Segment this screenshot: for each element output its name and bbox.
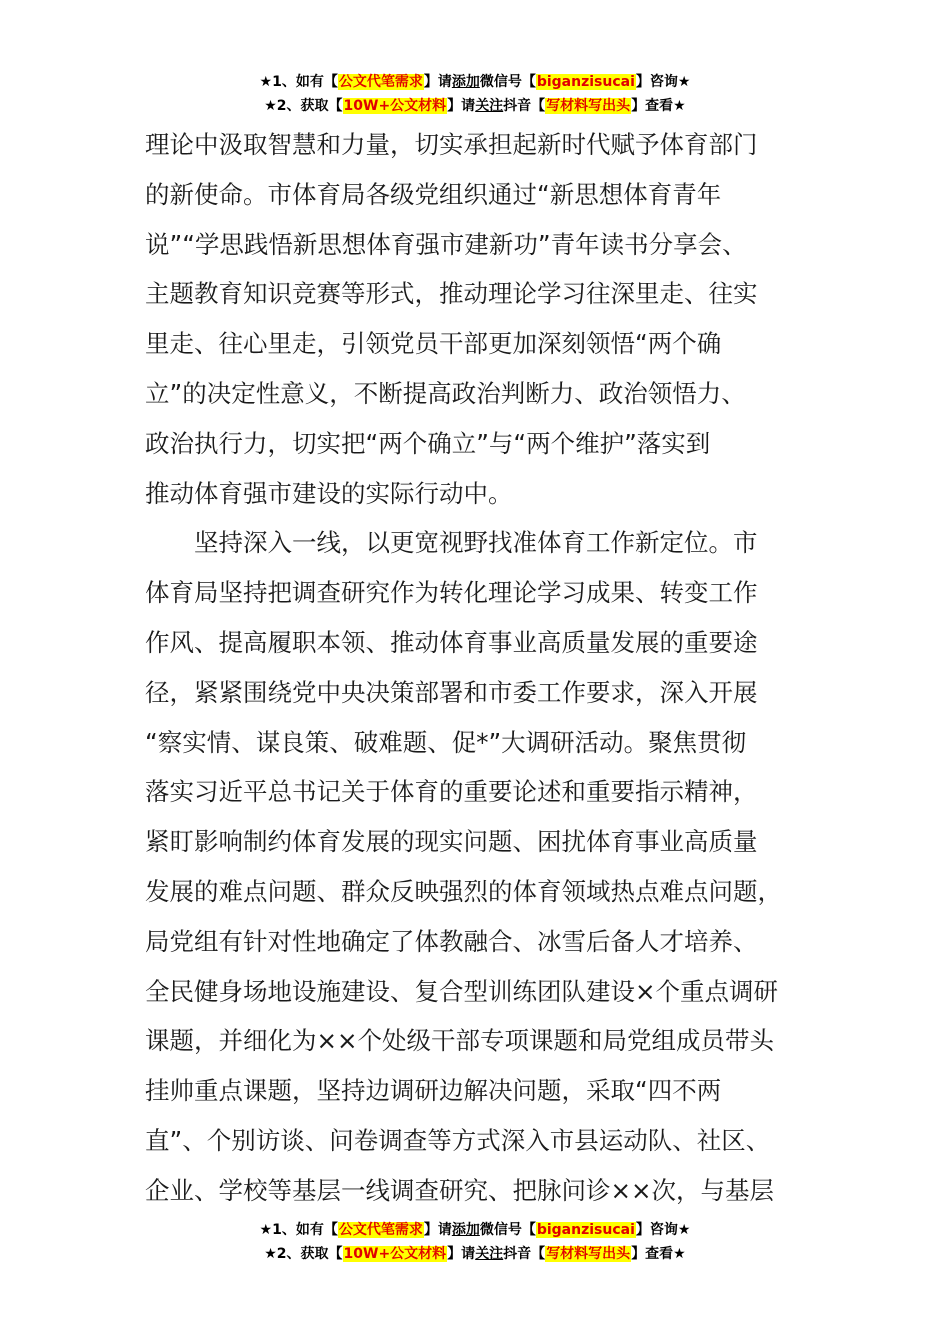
banner-highlight: 写材料写出头 xyxy=(546,98,631,114)
banner-text: ★2、获取【 xyxy=(264,98,343,114)
banner-line-1 xyxy=(0,1218,950,1242)
banner-underline: 关注 xyxy=(475,98,504,114)
body-line: 挂帅重点课题，坚持边调研边解决问题，采取“四不两 xyxy=(145,1076,722,1106)
banner-text: 微信号【 xyxy=(479,74,536,90)
body-line: 落实习近平总书记关于体育的重要论述和重要指示精神， xyxy=(145,777,758,807)
banner-text: 微信号【 xyxy=(479,1222,536,1238)
body-line: 主题教育知识竞赛等形式，推动理论学习往深里走、往实 xyxy=(145,279,758,309)
banner-text: 抖音【 xyxy=(503,98,546,114)
body-line: 企业、学校等基层一线调查研究、把脉问诊××次，与基层 xyxy=(145,1175,775,1205)
body-line: 政治执行力，切实把“两个确立”与“两个维护”落实到 xyxy=(145,428,711,458)
body-line: 里走、往心里走，引领党员干部更加深刻领悟“两个确 xyxy=(145,329,722,359)
banner-text: 】请 xyxy=(447,98,476,114)
banner-underline: 添加 xyxy=(451,74,480,90)
banner-highlight: 10W+公文材料 xyxy=(343,1246,447,1262)
banner-highlight: 公文代笔需求 xyxy=(338,74,423,90)
banner-text: ★2、获取【 xyxy=(264,1246,343,1262)
banner-text: 】请 xyxy=(447,1246,476,1262)
banner-text: 】咨询★ xyxy=(635,74,691,90)
body-line: “察实情、谋良策、破难题、促*”大调研活动。聚焦贯彻 xyxy=(145,727,747,757)
banner-highlight: 10W+公文材料 xyxy=(343,98,447,114)
banner-text: 】查看★ xyxy=(631,1246,686,1262)
body-line: 径，紧紧围绕党中央决策部署和市委工作要求，深入开展 xyxy=(145,677,758,707)
body-line: 课题，并细化为××个处级干部专项课题和局党组成员带头 xyxy=(145,1026,775,1056)
banner-text: 抖音【 xyxy=(503,1246,546,1262)
footer-banner xyxy=(0,1218,950,1266)
banner-line-1 xyxy=(0,70,950,94)
body-line: 紧盯影响制约体育发展的现实问题、困扰体育事业高质量 xyxy=(145,827,758,857)
body-line: 立”的决定性意义，不断提高政治判断力、政治领悟力、 xyxy=(145,378,746,408)
banner-text: 】咨询★ xyxy=(635,1222,691,1238)
body-line: 理论中汲取智慧和力量，切实承担起新时代赋予体育部门 xyxy=(145,130,758,159)
banner-underline: 添加 xyxy=(451,1222,480,1238)
body-line: 发展的难点问题、群众反映强烈的体育领域热点难点问题， xyxy=(145,876,782,906)
banner-text: 】请 xyxy=(423,74,452,90)
banner-underline: 关注 xyxy=(475,1246,504,1262)
banner-text: ★1、如有【 xyxy=(259,74,338,90)
body-line: 局党组有针对性地确定了体教融合、冰雪后备人才培养、 xyxy=(145,926,758,956)
document-body xyxy=(145,120,807,1216)
banner-text: ★1、如有【 xyxy=(259,1222,338,1238)
banner-line-2 xyxy=(0,94,950,118)
body-line: 全民健身场地设施建设、复合型训练团队建设×个重点调研 xyxy=(145,976,779,1006)
header-banner xyxy=(0,70,950,118)
body-line: 体育局坚持把调查研究作为转化理论学习成果、转变工作 xyxy=(145,578,758,608)
body-line: 说”“学思践悟新思想体育强市建新功”青年读书分享会、 xyxy=(145,229,747,259)
banner-text: 】查看★ xyxy=(631,98,686,114)
body-line: 的新使命。市体育局各级党组织通过“新思想体育青年 xyxy=(145,179,722,209)
banner-text: 】请 xyxy=(423,1222,452,1238)
banner-highlight: 公文代笔需求 xyxy=(338,1222,423,1238)
banner-highlight: biganzisucai xyxy=(536,1222,635,1238)
body-line: 直”、个别访谈、问卷调查等方式深入市县运动队、社区、 xyxy=(145,1125,771,1155)
banner-highlight: 写材料写出头 xyxy=(546,1246,631,1262)
banner-line-2 xyxy=(0,1242,950,1266)
body-line: 推动体育强市建设的实际行动中。 xyxy=(145,478,513,508)
banner-highlight: biganzisucai xyxy=(536,74,635,90)
body-line: 作风、提高履职本领、推动体育事业高质量发展的重要途 xyxy=(145,627,758,657)
paragraph-start-line: 坚持深入一线，以更宽视野找准体育工作新定位。市 xyxy=(194,528,758,558)
